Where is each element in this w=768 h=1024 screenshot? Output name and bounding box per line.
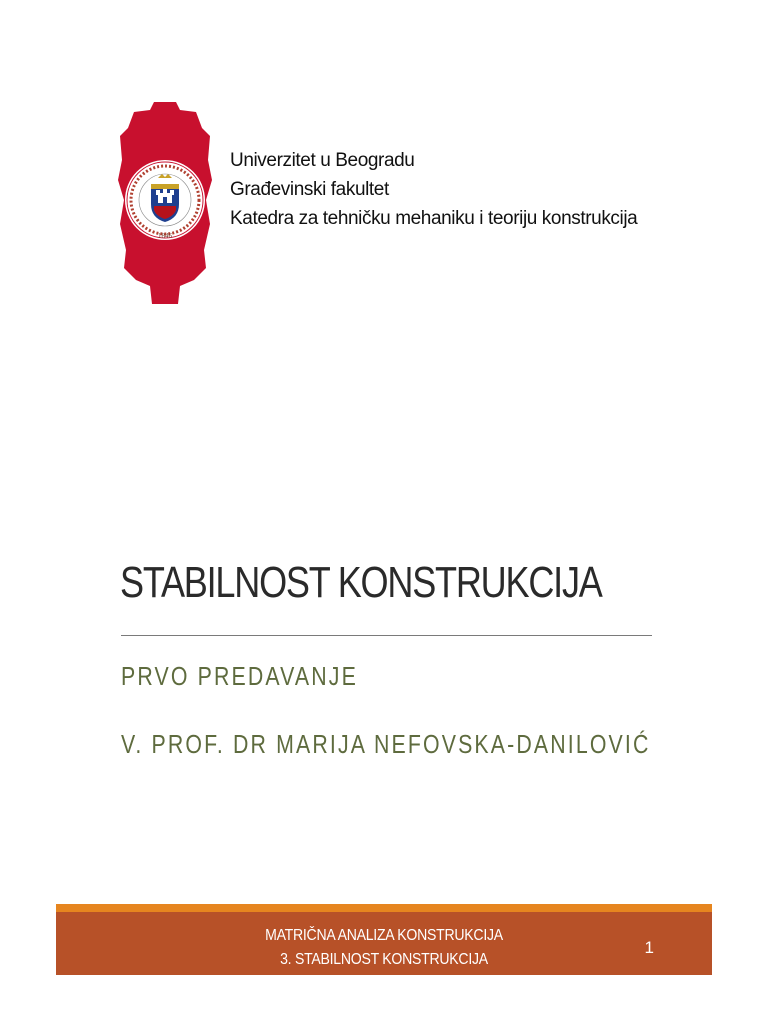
- footer-accent-bar: [56, 904, 712, 912]
- lecture-subtitle: PRVO PREDAVANJE: [121, 661, 358, 691]
- department-name: Katedra za tehničku mehaniku i teoriju konstrukcija: [230, 208, 638, 229]
- title-divider: [121, 635, 652, 636]
- footer-text: [56, 924, 712, 972]
- author-name: V. PROF. DR MARIJA NEFOVSKA-DANILOVIĆ: [121, 729, 651, 759]
- page-number: 1: [644, 938, 654, 957]
- institution-block: [230, 146, 637, 233]
- footer-bar: [56, 912, 712, 975]
- course-name: MATRIČNA ANALIZA KONSTRUKCIJA: [265, 927, 503, 944]
- svg-text:1846: 1846: [158, 232, 172, 240]
- course-section: 3. STABILNOST KONSTRUKCIJA: [280, 951, 488, 968]
- university-seal-logo: [118, 100, 212, 306]
- university-name: Univerzitet u Beogradu: [230, 150, 415, 171]
- slide-title: STABILNOST KONSTRUKCIJA: [120, 558, 602, 607]
- faculty-name: Građevinski fakultet: [230, 179, 389, 200]
